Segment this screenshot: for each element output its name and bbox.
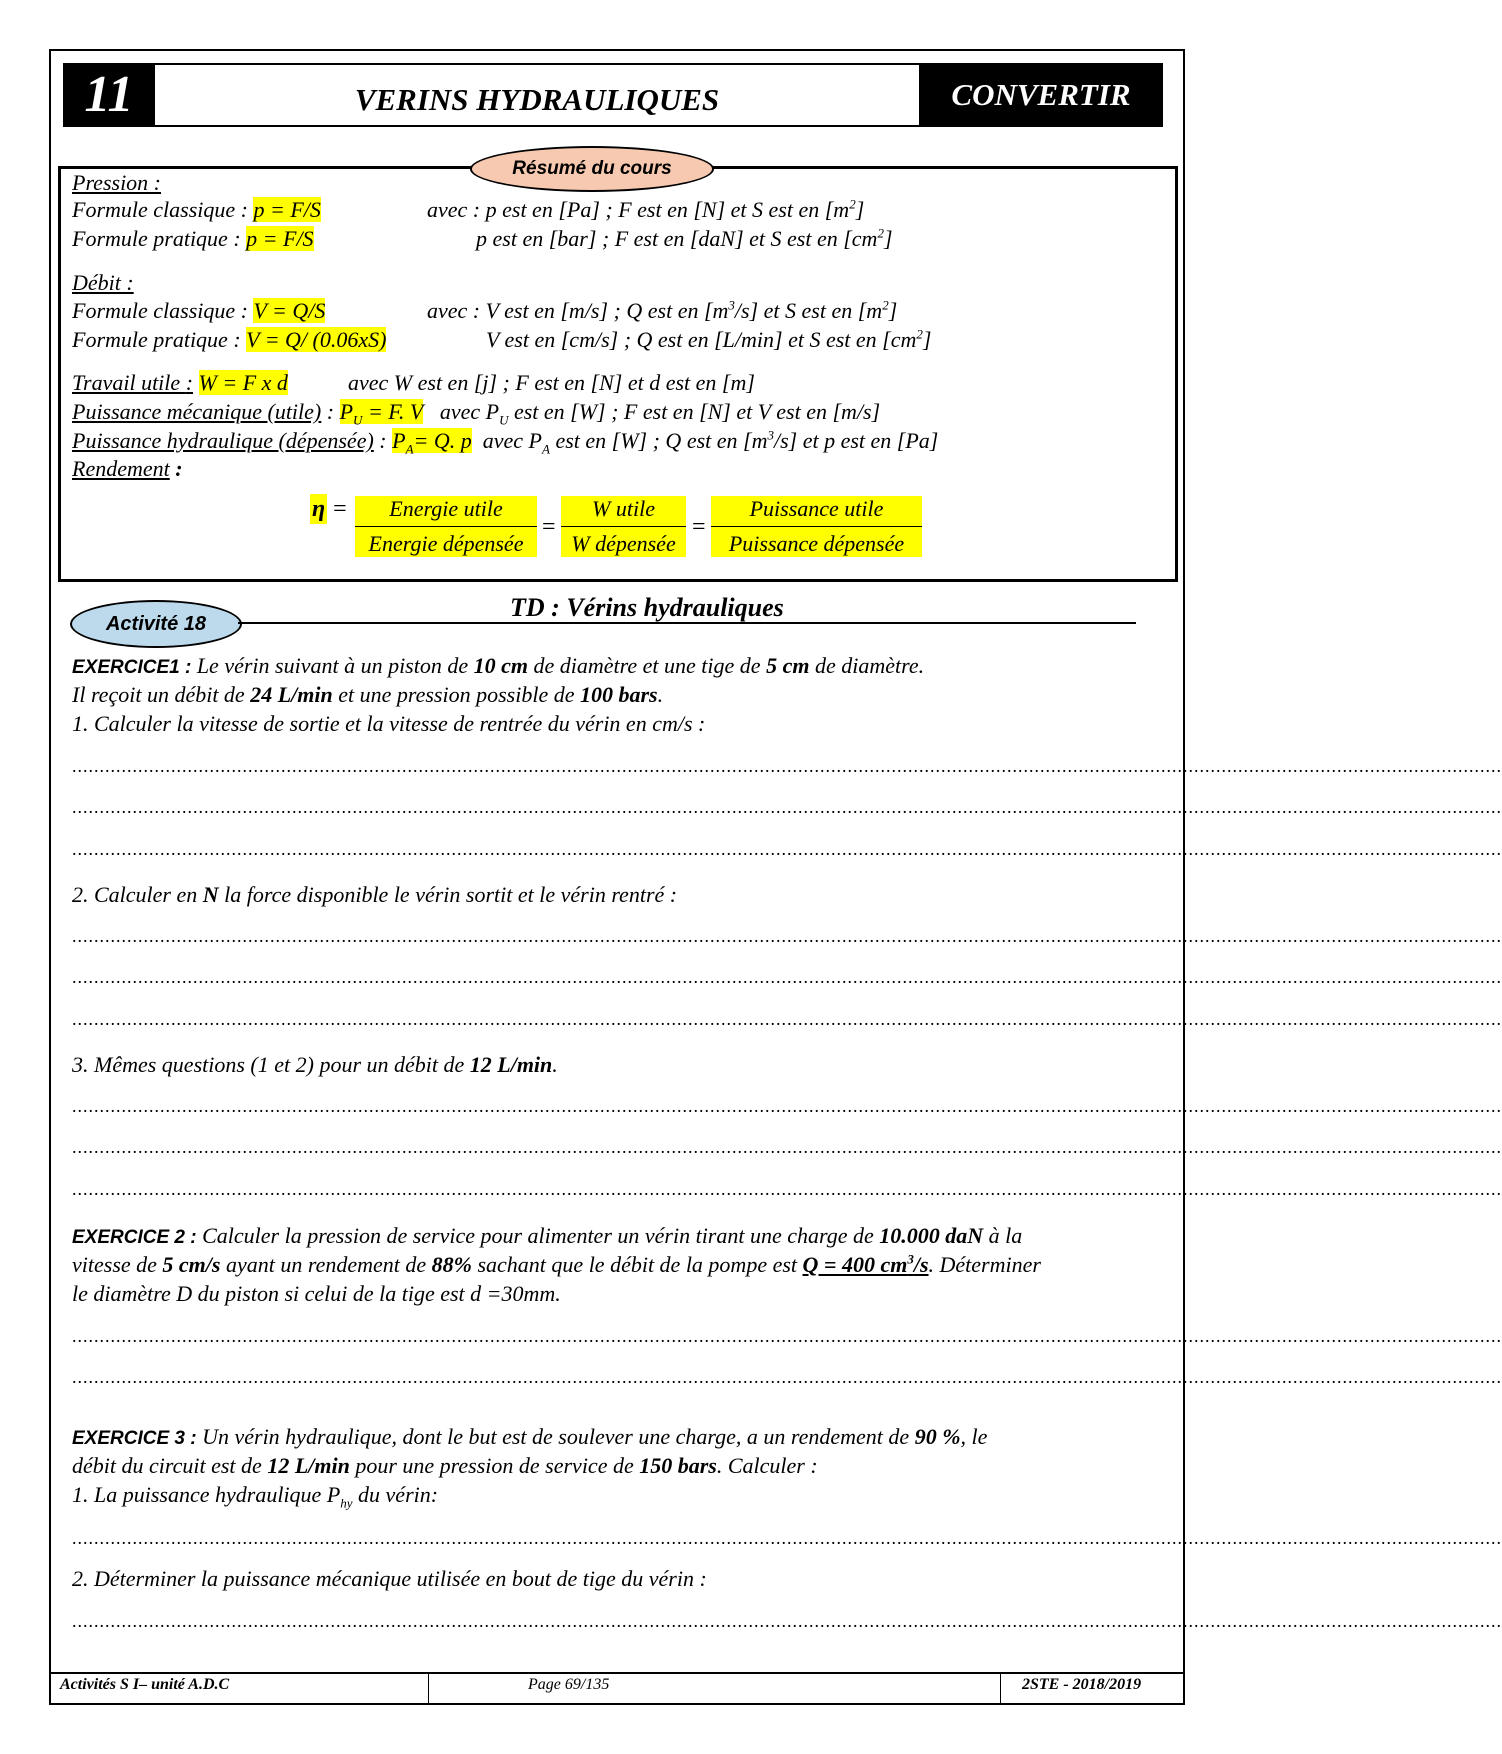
- equals-sign: =: [542, 514, 556, 540]
- ex2-line3: le diamètre D du piston si celui de la tige est d =30mm.: [72, 1281, 561, 1306]
- answer-line[interactable]: ....................................................................................................................................................................................................................................................................: [72, 967, 1502, 987]
- rendement-heading: Rendement :: [72, 456, 183, 481]
- answer-line[interactable]: ....................................................................................................................................................................................................................................................................: [72, 1367, 1502, 1387]
- travail-line: Travail utile : W = F x d avec W est en [j] ; F est en [N] et d est en [m]: [72, 370, 755, 395]
- chapter-number: 11: [63, 63, 155, 127]
- footer-left: Activités S I– unité A.D.C: [60, 1676, 230, 1693]
- footer-divider: [428, 1672, 429, 1704]
- footer-right: 2STE - 2018/2019: [1022, 1676, 1142, 1693]
- answer-line[interactable]: ....................................................................................................................................................................................................................................................................: [72, 1528, 1502, 1548]
- fraction-travail: W utile W dépensée: [561, 496, 686, 557]
- equals-sign: =: [692, 514, 706, 540]
- summary-badge: Résumé du cours: [470, 146, 714, 192]
- pression-formula-classic: Formule classique : p = F/S avec : p est en [Pa] ; F est en [N] et S est en $[m^2]$: [72, 196, 865, 222]
- debit-formula-practical: Formule pratique : V = Q/ (0.06xS) V est en [cm/s] ; Q est en [L/min] et S est en $[cm^2]$: [72, 326, 932, 352]
- ex1-line1: EXERCICE1 : Le vérin suivant à un piston de 10 cm de diamètre et une tige de 5 cm de diamètre.: [72, 653, 925, 678]
- activity-badge: Activité 18: [70, 600, 242, 648]
- ex3-question2: 2. Déterminer la puissance mécanique utilisée en bout de tige du vérin :: [72, 1566, 707, 1591]
- td-title: TD : Vérins hydrauliques: [510, 593, 784, 622]
- ex1-question2: 2. Calculer en N la force disponible le vérin sortit et le vérin rentré :: [72, 882, 678, 907]
- footer-page: Page 69/135: [528, 1676, 610, 1693]
- ex1-question1: 1. Calculer la vitesse de sortie et la vitesse de rentrée du vérin en cm/s :: [72, 711, 706, 736]
- title-underline: [238, 622, 1136, 624]
- fraction-energie: Energie utile Energie dépensée: [355, 496, 537, 557]
- answer-line[interactable]: ....................................................................................................................................................................................................................................................................: [72, 1179, 1502, 1199]
- ex3-line1: EXERCICE 3 : Un vérin hydraulique, dont le but est de soulever une charge, a un rendement de 90 %, le: [72, 1424, 988, 1449]
- answer-line[interactable]: ....................................................................................................................................................................................................................................................................: [72, 1137, 1502, 1157]
- pression-formula-practical: Formule pratique : p = F/S p est en [bar] ; F est en [daN] et S est en $[cm^2]$: [72, 225, 893, 251]
- page-title: VERINS HYDRAULIQUES: [155, 63, 919, 127]
- ex1-line2: Il reçoit un débit de 24 L/min et une pression possible de 100 bars.: [72, 682, 664, 707]
- answer-line[interactable]: ....................................................................................................................................................................................................................................................................: [72, 1096, 1502, 1116]
- answer-line[interactable]: ....................................................................................................................................................................................................................................................................: [72, 926, 1502, 946]
- ex2-line1: EXERCICE 2 : Calculer la pression de service pour alimenter un vérin tirant une charge de 10.000 daN à la: [72, 1223, 1023, 1248]
- answer-line[interactable]: ....................................................................................................................................................................................................................................................................: [72, 756, 1502, 776]
- debit-formula-classic: Formule classique : V = Q/S avec : V est en [m/s] ; Q est en $[m^3/s]$ et S est en $[m^2]$: [72, 297, 898, 323]
- ex2-line2: vitesse de 5 cm/s ayant un rendement de 88% sachant que le débit de la pompe est Q = 400 $cm^3/s$. Déterminer: [72, 1251, 1041, 1277]
- answer-line[interactable]: ....................................................................................................................................................................................................................................................................: [72, 839, 1502, 859]
- answer-line[interactable]: ....................................................................................................................................................................................................................................................................: [72, 1611, 1502, 1631]
- puissance-mecanique-line: Puissance mécanique (utile) : $P_U = F$. V avec $P_U$ est en [W] ; F est en [N] et V est en [m/s]: [72, 399, 881, 428]
- footer-divider: [1000, 1672, 1001, 1704]
- ex1-question3: 3. Mêmes questions (1 et 2) pour un débit de 12 L/min.: [72, 1052, 558, 1077]
- answer-line[interactable]: ....................................................................................................................................................................................................................................................................: [72, 1009, 1502, 1029]
- fraction-puissance: Puissance utile Puissance dépensée: [711, 496, 922, 557]
- pression-heading: Pression :: [72, 170, 162, 195]
- answer-line[interactable]: ....................................................................................................................................................................................................................................................................: [72, 797, 1502, 817]
- ex3-question1: 1. La puissance hydraulique $P_{hy}$ du vérin:: [72, 1482, 439, 1511]
- debit-heading: Débit :: [72, 270, 134, 295]
- puissance-hydraulique-line: Puissance hydraulique (dépensée) : $P_A= Q$. p avec $P_A$ est en [W] ; Q est en $[m^3/s]$ et p est en [Pa]: [72, 427, 939, 457]
- ex3-line2: débit du circuit est de 12 L/min pour une pression de service de 150 bars. Calculer :: [72, 1453, 818, 1478]
- section-label: CONVERTIR: [919, 63, 1163, 127]
- answer-line[interactable]: ....................................................................................................................................................................................................................................................................: [72, 1326, 1502, 1346]
- eta-symbol: η =: [312, 496, 347, 522]
